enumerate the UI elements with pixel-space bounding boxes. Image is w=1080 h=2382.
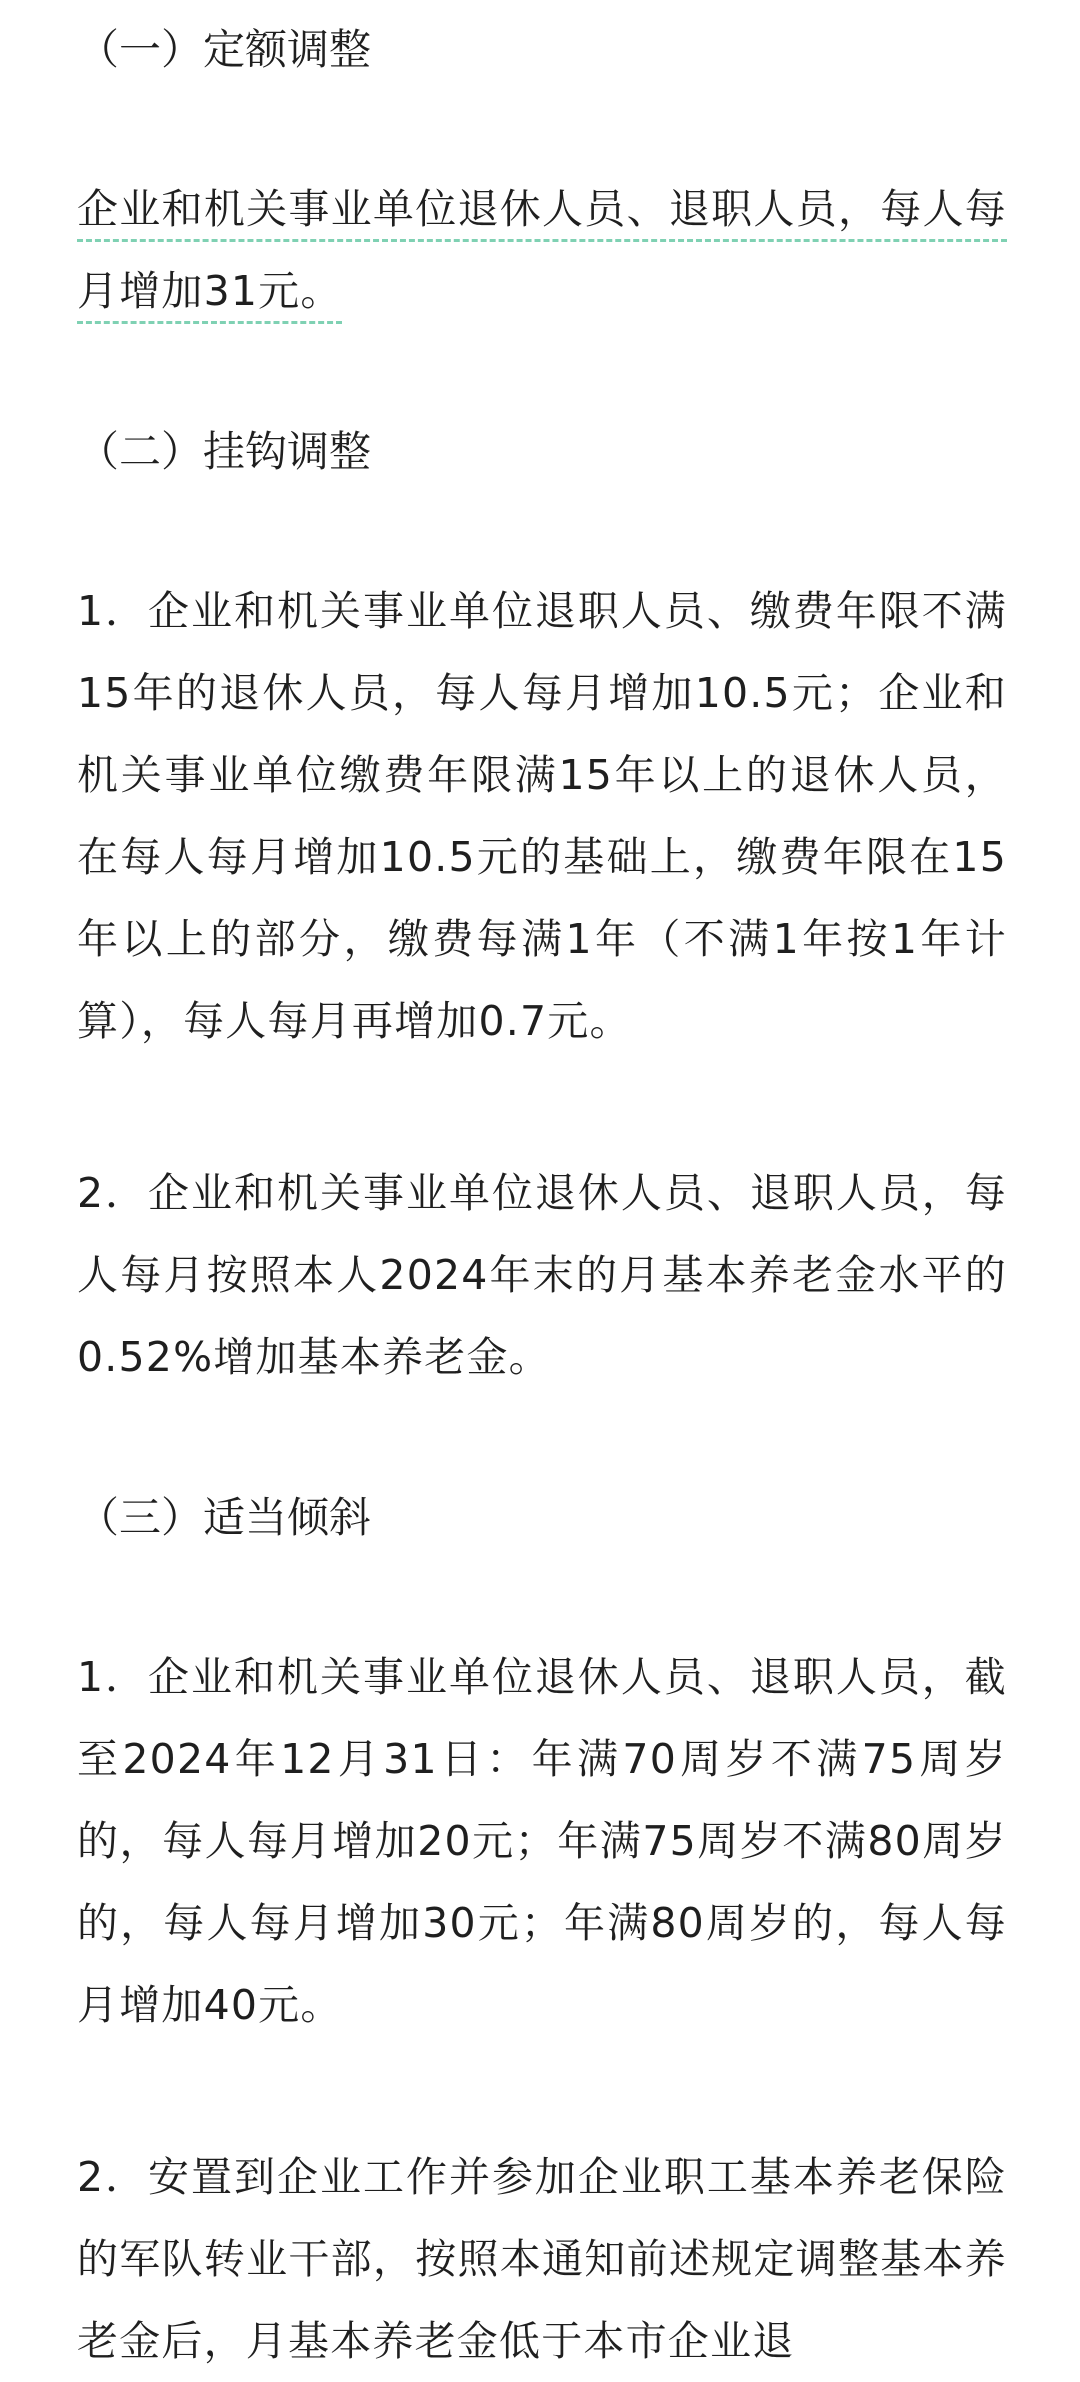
section-heading-linked-adjustment: （二）挂钩调整 — [77, 427, 372, 476]
paragraph-appropriate-tilt-2: 2．安置到企业工作并参加企业职工基本养老保险的军队转业干部，按照本通知前述规定调整基本养老金后，月基本养老金低于本市企业退 — [77, 2153, 1007, 2365]
paragraph-appropriate-tilt-1: 1．企业和机关事业单位退休人员、退职人员，截至2024年12月31日：年满70周岁不满75周岁的，每人每月增加20元；年满75周岁不满80周岁的，每人每月增加30元；年满80周岁的，每人每月增加40元。 — [77, 1653, 1007, 2029]
paragraph-linked-adjustment-2: 2．企业和机关事业单位退休人员、退职人员，每人每月按照本人2024年末的月基本养老金水平的0.52%增加基本养老金。 — [77, 1169, 1007, 1381]
document-content — [77, 20, 1007, 2382]
section-heading-appropriate-tilt: （三）适当倾斜 — [77, 1493, 372, 1542]
section-heading-fixed-adjustment: （一）定额调整 — [77, 25, 372, 74]
highlighted-text[interactable]: 企业和机关事业单位退休人员、退职人员，每人每月增加31元。 — [77, 185, 1007, 315]
paragraph-fixed-adjustment[interactable] — [77, 168, 1007, 332]
paragraph-linked-adjustment-1: 1．企业和机关事业单位退职人员、缴费年限不满15年的退休人员，每人每月增加10.5元；企业和机关事业单位缴费年限满15年以上的退休人员，在每人每月增加10.5元的基础上，缴费年限在15年以上的部分，缴费每满1年（不满1年按1年计算），每人每月再增加0.7元。 — [77, 587, 1007, 1045]
